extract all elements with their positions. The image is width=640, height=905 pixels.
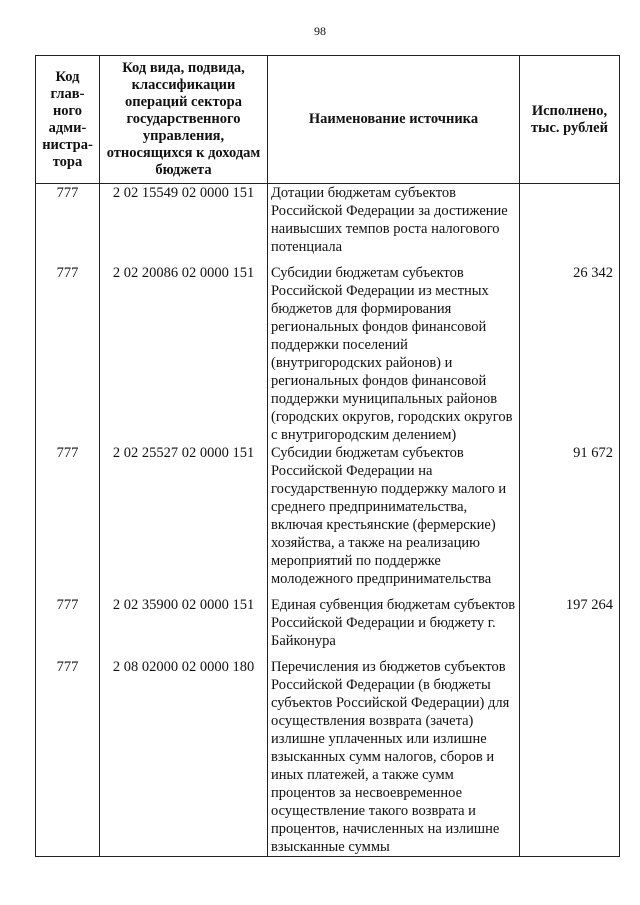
cell-executed	[520, 658, 620, 857]
cell-admin-code: 777	[36, 596, 100, 650]
table-row	[36, 658, 620, 857]
cell-source-name: Перечисления из бюджетов субъектов Российской Федерации (в бюджеты субъектов Российской Федерации) для осуществления возврата (зачета) излишне уплаченных или излишне взысканных сумм налогов, сборов и иных платежей, а также сумм процентов за несвоевременное осуществление такого возврата и процентов, начисленных на излишне взысканные суммы	[268, 658, 520, 857]
page-number: 98	[314, 24, 326, 38]
table-row	[36, 264, 620, 444]
cell-executed	[520, 184, 620, 257]
cell-source-name: Единая субвенция бюджетам субъектов Российской Федерации и бюджету г. Байконура	[268, 596, 520, 650]
table-row	[36, 184, 620, 257]
table-row	[36, 596, 620, 650]
budget-revenue-table	[35, 55, 620, 857]
cell-source-name: Дотации бюджетам субъектов Российской Федерации за достижение наивысших темпов роста налогового потенциала	[268, 184, 520, 257]
cell-admin-code: 777	[36, 264, 100, 444]
cell-type-code: 2 02 35900 02 0000 151	[100, 596, 268, 650]
cell-admin-code: 777	[36, 184, 100, 257]
cell-source-name: Субсидии бюджетам субъектов Российской Федерации на государственную поддержку малого и среднего предпринимательства, включая крестьянские (фермерские) хозяйства, а также на реализацию мероприятий по поддержке молодежного предпринимательства	[268, 444, 520, 588]
header-type-code: Код вида, подвида, классификации операций сектора государственного управления, относящихся к доходам бюджета	[100, 56, 268, 184]
header-source-name: Наименование источника	[268, 56, 520, 184]
cell-type-code: 2 02 15549 02 0000 151	[100, 184, 268, 257]
header-executed: Исполнено, тыс. рублей	[520, 56, 620, 184]
cell-type-code: 2 02 20086 02 0000 151	[100, 264, 268, 444]
table-header	[36, 56, 620, 184]
cell-executed: 197 264	[520, 596, 620, 650]
cell-type-code: 2 02 25527 02 0000 151	[100, 444, 268, 588]
table-row	[36, 444, 620, 588]
header-admin-code: Код глав-ного адми-нистра-тора	[36, 56, 100, 184]
cell-executed: 26 342	[520, 264, 620, 444]
cell-admin-code: 777	[36, 444, 100, 588]
cell-admin-code: 777	[36, 658, 100, 857]
cell-executed: 91 672	[520, 444, 620, 588]
table-body	[36, 184, 620, 857]
cell-type-code: 2 08 02000 02 0000 180	[100, 658, 268, 857]
cell-source-name: Субсидии бюджетам субъектов Российской Федерации из местных бюджетов для формирования региональных фондов финансовой поддержки поселений (внутригородских районов) и региональных фондов финансовой поддержки муниципальных районов (городских округов, городских округов с внутригородским делением)	[268, 264, 520, 444]
